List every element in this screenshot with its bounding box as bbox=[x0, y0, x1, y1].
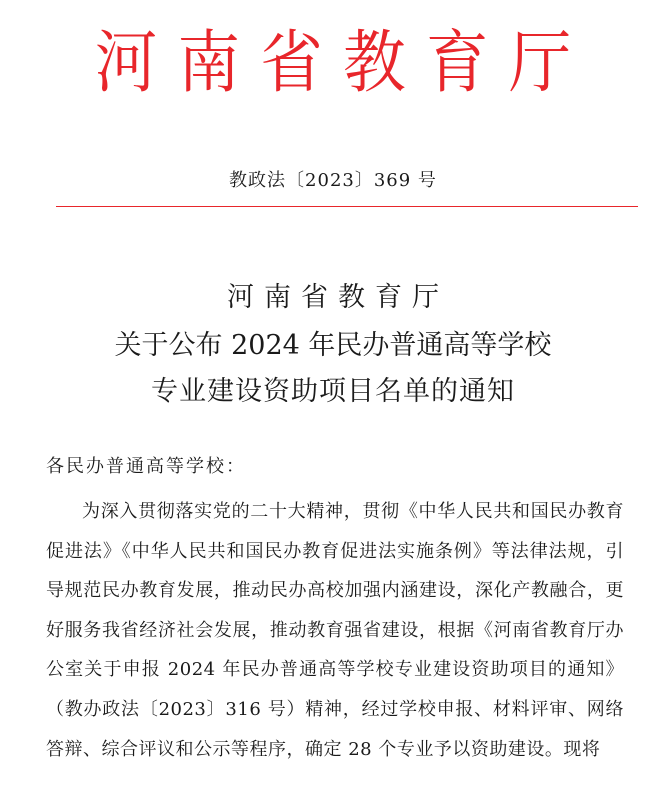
document-number: 教政法〔2023〕369 号 bbox=[229, 170, 437, 191]
body-paragraph: 为深入贯彻落实党的二十大精神，贯彻《中华人民共和国民办教育促进法》《中华人民共和国民办教育促进法实施条例》等法律法规，引导规范民办教育发展，推动民办高校加强内涵建设，深化产教融合，更好服务我省经济社会发展，推动教育强省建设，根据《河南省教育厅办公室关于申报 2024 年民办普通高等学校专业建设资助项目的通知》（教办政法〔2023〕316 号）精神，经过学校申报、材料评审、网络答辩、综合评议和公示等程序，确定 28 个专业予以资助建设。现将 bbox=[46, 501, 624, 760]
notice-title-line-3: 专业建设资助项目名单的通知 bbox=[151, 376, 515, 407]
salutation: 各民办普通高等学校： bbox=[46, 456, 246, 477]
notice-title-line-2: 关于公布 2024 年民办普通高等学校 bbox=[114, 330, 552, 361]
body-text bbox=[46, 492, 624, 769]
masthead-title: 河南省教育厅 bbox=[94, 24, 592, 103]
notice-title-line-1: 河南省教育厅 bbox=[227, 282, 449, 313]
red-divider-line bbox=[56, 206, 638, 207]
